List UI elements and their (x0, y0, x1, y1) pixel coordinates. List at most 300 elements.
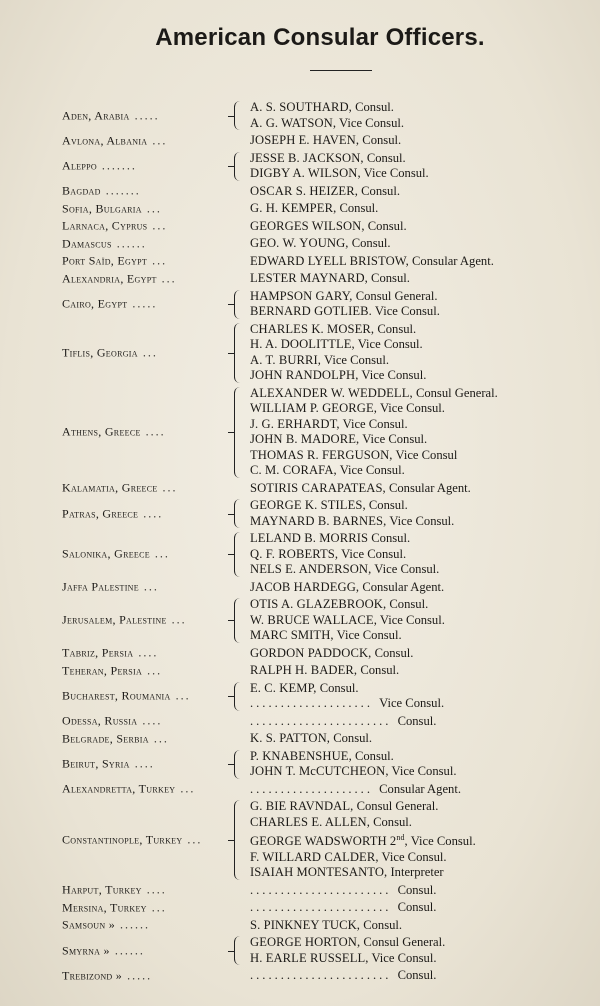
consulate-entry (0, 184, 600, 200)
officer-list (250, 236, 600, 252)
leader-dots: ... (147, 253, 168, 268)
grouping-brace (234, 152, 244, 181)
officer-title: Vice Consul. (361, 368, 427, 382)
page-title: American Consular Officers. (155, 24, 485, 51)
leader-dots: ....... (96, 158, 137, 173)
place-name (62, 201, 162, 216)
officer-line (250, 531, 600, 547)
officer-name: S. PINKNEY TUCK, (250, 917, 361, 932)
grouping-brace (234, 290, 244, 319)
officer-name: GEORGES WILSON, (250, 218, 365, 233)
officer-list (250, 481, 600, 497)
consulate-entry (0, 289, 600, 320)
grouping-brace (234, 387, 244, 478)
leader-dots: ... (146, 900, 167, 915)
grouping-brace (234, 101, 244, 130)
officer-line (250, 900, 600, 916)
officer-name: A. T. BURRI, (250, 352, 322, 367)
officer-title: Consul. (397, 968, 437, 983)
officer-title: Consul. (397, 882, 437, 897)
officer-list (250, 782, 600, 798)
officer-name: OSCAR S. HEIZER, (250, 183, 358, 198)
consulate-entry (0, 498, 600, 529)
consulate-entry (0, 386, 600, 479)
place-label: Jerusalem, Palestine (62, 612, 167, 627)
place-name (62, 731, 169, 746)
officer-list (250, 184, 600, 200)
grouping-brace (234, 682, 244, 711)
consulate-entry (0, 968, 600, 984)
leader-dots: .... (140, 424, 166, 439)
officer-name: JOHN T. McCUTCHEON, (250, 764, 389, 778)
officer-title: Consul. (354, 748, 394, 763)
officer-title: Consul. (333, 731, 373, 745)
officer-list (250, 597, 600, 644)
officer-line (250, 498, 600, 514)
officer-title: Consul. (319, 680, 359, 695)
consulate-entry (0, 151, 600, 182)
officer-list (250, 918, 600, 934)
officer-line (250, 646, 600, 662)
place-label: Larnaca, Cyprus (62, 218, 148, 233)
consulate-entry (0, 531, 600, 578)
officer-line (250, 951, 600, 967)
officer-name: JOSEPH E. HAVEN, (250, 133, 360, 147)
officer-title: Consul. (361, 183, 400, 198)
officer-title: Consul. (371, 531, 411, 545)
consulate-entry (0, 900, 600, 916)
officer-line (250, 580, 600, 596)
officer-line (250, 830, 600, 850)
officer-name: JESSE B. JACKSON, (250, 150, 364, 165)
entry-spacer (0, 984, 600, 986)
place-label: Kalamatia, Greece (62, 480, 158, 495)
leader-dots: ... (175, 781, 196, 796)
officer-title: Vice Consul. (374, 562, 440, 576)
officer-name: G. BIE RAVNDAL, (250, 799, 354, 813)
officer-line (250, 696, 600, 712)
officer-list (250, 289, 600, 320)
grouping-brace (234, 499, 244, 528)
officer-title: Consul. (373, 814, 412, 829)
place-label: Athens, Greece (62, 424, 141, 439)
officer-name: RALPH H. BADER, (250, 663, 358, 677)
officer-title: Vice Consul. (381, 849, 447, 864)
officer-list (250, 219, 600, 235)
officer-line (250, 865, 600, 881)
place-label: Constantinople, Turkey (62, 832, 183, 847)
place-name (62, 646, 158, 661)
officer-name: GEORGE HORTON, (250, 935, 361, 950)
officer-title: Consul. (363, 917, 403, 932)
officer-title: Consular Agent. (412, 253, 494, 268)
officer-line (250, 337, 600, 353)
consulate-entry (0, 481, 600, 497)
place-name (62, 968, 152, 983)
consulate-entry (0, 322, 600, 384)
consulate-entry (0, 133, 600, 149)
leader-dots: ....... (100, 183, 141, 198)
officer-list (250, 663, 600, 679)
officer-name: JOHN B. MADORE, (250, 432, 360, 446)
officer-line (250, 547, 600, 563)
officer-line (250, 463, 600, 479)
officer-title: Consul. (367, 218, 407, 233)
grouping-brace (234, 936, 244, 965)
place-name (62, 506, 163, 521)
officer-name: LESTER MAYNARD, (250, 271, 368, 285)
officer-title: Consul. (377, 321, 417, 336)
vacancy-leader: ....................... (250, 968, 398, 983)
consulate-entry (0, 714, 600, 730)
officer-list (250, 100, 600, 131)
officer-name: THOMAS R. FERGUSON, (250, 447, 393, 462)
officer-title: Consul General. (363, 935, 446, 950)
officer-list (250, 883, 600, 899)
place-label: Cairo, Egypt (62, 296, 128, 311)
officer-line (250, 386, 600, 402)
leader-dots: ... (170, 688, 191, 703)
place-label: Patras, Greece (62, 506, 139, 520)
place-label: Harput, Turkey (62, 882, 142, 897)
place-label: Aleppo (62, 158, 97, 173)
officer-name: NELS E. ANDERSON, (250, 562, 372, 576)
leader-dots: .... (133, 645, 159, 660)
officer-name: F. WILLARD CALDER, (250, 849, 379, 864)
officer-list (250, 749, 600, 780)
officer-title: Vice Consul. (389, 513, 455, 528)
place-name (62, 133, 167, 148)
officer-name: W. BRUCE WALLACE, (250, 612, 377, 627)
officer-line (250, 289, 600, 305)
officer-title: Consul. (397, 900, 437, 915)
officer-title: Consul. (368, 498, 408, 512)
officer-title: Vice Consul (395, 447, 458, 462)
officer-title: Consul. (397, 713, 437, 728)
leader-dots: ... (166, 612, 187, 627)
place-name (62, 918, 150, 933)
officer-title: Consul. (360, 663, 400, 677)
officer-name: G. H. KEMPER, (250, 201, 337, 215)
consulate-entry (0, 935, 600, 966)
officer-title: Vice Consul. (323, 352, 389, 367)
leader-dots: ...... (109, 943, 145, 958)
officer-name: J. G. ERHARDT, (250, 416, 340, 431)
officer-name: EDWARD LYELL BRISTOW, (250, 253, 409, 268)
consulate-entry (0, 799, 600, 881)
leader-dots: ... (148, 731, 169, 746)
officer-list (250, 580, 600, 596)
place-name (62, 613, 187, 628)
place-label: Sofia, Bulgaria (62, 201, 142, 216)
officer-title: Consular Agent. (388, 480, 471, 495)
place-name (62, 481, 178, 496)
officer-line (250, 236, 600, 252)
officer-title: Consul. (374, 645, 414, 660)
officer-title: Consul. (355, 100, 394, 114)
consulate-entry (0, 883, 600, 899)
leader-dots: ... (142, 663, 163, 678)
leader-dots: ...... (115, 917, 151, 932)
officer-name: ALEXANDER W. WEDDELL, (250, 385, 413, 400)
consulate-entry (0, 597, 600, 644)
consulate-entry (0, 219, 600, 235)
place-name (62, 663, 162, 678)
leader-dots: ... (156, 271, 177, 286)
leader-dots: ..... (129, 108, 160, 122)
place-name (62, 425, 166, 440)
officer-line (250, 613, 600, 629)
officer-name: SOTIRIS CARAPATEAS, (250, 480, 386, 495)
place-label: Smyrna » (62, 943, 110, 958)
officer-line (250, 271, 600, 287)
officer-title: Vice Consul. (379, 401, 445, 415)
officer-name: LELAND B. MORRIS (250, 531, 369, 545)
officer-line (250, 597, 600, 613)
place-label: Salonika, Greece (62, 546, 150, 561)
officer-title: Vice Consul. (342, 416, 408, 431)
officer-list (250, 498, 600, 529)
officer-title: Vice Consul. (357, 337, 423, 351)
leader-dots: ...... (111, 236, 147, 251)
officer-title: Consul. (339, 201, 379, 215)
leader-dots: ... (157, 480, 178, 495)
officer-list (250, 714, 600, 730)
officer-list (250, 322, 600, 384)
place-label: Belgrade, Serbia (62, 731, 149, 746)
officer-list (250, 968, 600, 984)
place-name (62, 254, 167, 269)
consulate-entry (0, 271, 600, 287)
officer-list (250, 386, 600, 479)
place-name (62, 184, 141, 199)
officer-title: Vice Consul. (341, 546, 407, 561)
officer-list (250, 935, 600, 966)
officer-line (250, 481, 600, 497)
consular-list (0, 100, 600, 986)
officer-title: Vice Consul. (362, 432, 428, 446)
officer-list (250, 731, 600, 747)
officer-title: Vice Consul. (336, 628, 402, 642)
officer-title: Vice Consul. (374, 304, 440, 318)
place-name (62, 297, 157, 312)
officer-title: Consul. (371, 271, 410, 285)
consulate-entry (0, 681, 600, 712)
officer-name: MAYNARD B. BARNES, (250, 513, 387, 528)
leader-dots: ... (147, 218, 168, 233)
officer-name: GEO. W. YOUNG, (250, 236, 349, 250)
officer-title: Vice Consul. (339, 115, 405, 130)
officer-name: A. S. SOUTHARD, (250, 100, 352, 114)
place-label: Bagdad (62, 183, 101, 198)
place-name (62, 271, 177, 286)
officer-line (250, 417, 600, 433)
place-label: Teheran, Persia (62, 663, 143, 678)
officer-line (250, 764, 600, 780)
title-rule (310, 70, 372, 71)
leader-dots: ... (137, 345, 158, 359)
grouping-brace (234, 323, 244, 383)
officer-name: CHARLES E. ALLEN, (250, 814, 370, 829)
place-label: Jaffa Palestine (62, 579, 139, 594)
leader-dots: .... (137, 713, 163, 728)
officer-title: Consul. (351, 236, 391, 250)
officer-name: CHARLES K. MOSER, (250, 321, 375, 336)
consulate-entry (0, 782, 600, 798)
officer-title: Consular Agent. (362, 579, 445, 594)
officer-list (250, 531, 600, 578)
officer-line (250, 782, 600, 798)
officer-line (250, 432, 600, 448)
officer-list (250, 646, 600, 662)
officer-line (250, 368, 600, 384)
officer-line (250, 714, 600, 730)
place-name (62, 219, 167, 234)
officer-list (250, 900, 600, 916)
officer-name: A. G. WATSON, (250, 115, 337, 130)
consulate-entry (0, 731, 600, 747)
place-label: Alexandretta, Turkey (62, 781, 176, 796)
vacancy-leader: ....................... (250, 882, 398, 897)
officer-name: GEORGE K. STILES, (250, 498, 366, 512)
officer-title: Consul. (366, 150, 406, 165)
officer-line (250, 883, 600, 899)
place-label: Tabriz, Persia (62, 645, 134, 660)
leader-dots: .... (138, 506, 164, 520)
officer-name: H. EARLE RUSSELL, (250, 950, 369, 965)
leader-dots: ..... (122, 968, 153, 983)
leader-dots: ... (149, 546, 170, 561)
officer-line (250, 681, 600, 697)
officer-line (250, 749, 600, 765)
officer-name: C. M. CORAFA, (250, 463, 337, 477)
officer-list (250, 254, 600, 270)
officer-title: Interpreter (390, 865, 444, 880)
officer-name: K. S. PATTON, (250, 731, 331, 745)
place-label: Aden, Arabia (62, 108, 130, 122)
officer-title: Vice Consul. (391, 764, 457, 778)
officer-title: Consul General. (415, 385, 498, 400)
officer-name: HAMPSON GARY, (250, 288, 353, 303)
officer-line (250, 100, 600, 116)
place-name (62, 900, 167, 915)
officer-title: Vice Consul. (379, 612, 445, 627)
consulate-entry (0, 236, 600, 252)
leader-dots: ... (147, 133, 168, 148)
officer-line (250, 353, 600, 369)
officer-name: BERNARD GOTLIEB. (250, 304, 372, 318)
place-label: Port Saïd, Egypt (62, 253, 148, 268)
officer-list (250, 799, 600, 881)
place-name (62, 345, 158, 360)
officer-line (250, 151, 600, 167)
place-name (62, 883, 167, 898)
officer-name: DIGBY A. WILSON, (250, 166, 361, 180)
leader-dots: ... (138, 579, 159, 594)
officer-name: Q. F. ROBERTS, (250, 546, 339, 561)
vacancy-leader: ....................... (250, 713, 398, 728)
officer-line (250, 799, 600, 815)
officer-name: ISAIAH MONTESANTO, (250, 865, 388, 880)
officer-name: P. KNABENSHUE, (250, 748, 352, 763)
officer-name: JOHN RANDOLPH, (250, 368, 359, 382)
place-name (62, 580, 159, 595)
consulate-entry (0, 254, 600, 270)
officer-line (250, 184, 600, 200)
officer-name: WILLIAM P. GEORGE, (250, 401, 378, 415)
officer-name: GEORGE WADSWORTH 2nd, (250, 833, 408, 849)
officer-line (250, 219, 600, 235)
officer-title: Consul. (389, 597, 429, 611)
officer-title: Consul General. (355, 288, 438, 303)
consulate-entry (0, 646, 600, 662)
grouping-brace (234, 750, 244, 779)
officer-line (250, 562, 600, 578)
consulate-entry (0, 201, 600, 217)
officer-title: Vice Consul. (410, 834, 476, 849)
officer-name: OTIS A. GLAZEBROOK, (250, 597, 387, 611)
place-name (62, 943, 145, 958)
leader-dots: .... (141, 882, 167, 897)
grouping-brace (234, 800, 244, 880)
officer-title: Vice Consul. (363, 166, 429, 180)
place-label: Odessa, Russia (62, 713, 138, 728)
officer-line (250, 254, 600, 270)
officer-line (250, 731, 600, 747)
officer-title: Vice Consul. (371, 950, 437, 965)
place-label: Mersina, Turkey (62, 900, 147, 915)
officer-line (250, 448, 600, 464)
officer-title: Consul. (362, 133, 402, 147)
vacancy-leader: .................... (250, 696, 380, 710)
leader-dots: ..... (127, 296, 158, 311)
officer-title: Vice Consul. (379, 696, 445, 710)
officer-line (250, 850, 600, 866)
officer-line (250, 166, 600, 182)
place-name (62, 108, 160, 123)
leader-dots: ... (182, 832, 203, 847)
officer-line (250, 628, 600, 644)
place-label: Bucharest, Roumania (62, 688, 171, 703)
officer-line (250, 514, 600, 530)
officer-title: Consul General. (356, 799, 439, 813)
officer-line (250, 935, 600, 951)
officer-name: E. C. KEMP, (250, 680, 317, 695)
consulate-entry (0, 749, 600, 780)
place-name (62, 782, 195, 797)
officer-line (250, 663, 600, 679)
officer-line (250, 133, 600, 149)
place-name (62, 757, 155, 772)
place-name (62, 236, 147, 251)
officer-line (250, 401, 600, 417)
vacancy-leader: ....................... (250, 900, 398, 915)
place-label: Alexandria, Egypt (62, 271, 157, 286)
officer-list (250, 133, 600, 149)
officer-title: Vice Consul. (339, 463, 405, 477)
place-label: Damascus (62, 236, 112, 251)
place-label: Beirut, Syria (62, 756, 130, 771)
place-name (62, 159, 137, 174)
grouping-brace (234, 598, 244, 643)
officer-list (250, 151, 600, 182)
officer-list (250, 201, 600, 217)
place-name (62, 714, 162, 729)
consulate-entry (0, 580, 600, 596)
place-label: Avlona, Albania (62, 133, 148, 148)
officer-line (250, 201, 600, 217)
place-label: Samsoun » (62, 917, 116, 932)
